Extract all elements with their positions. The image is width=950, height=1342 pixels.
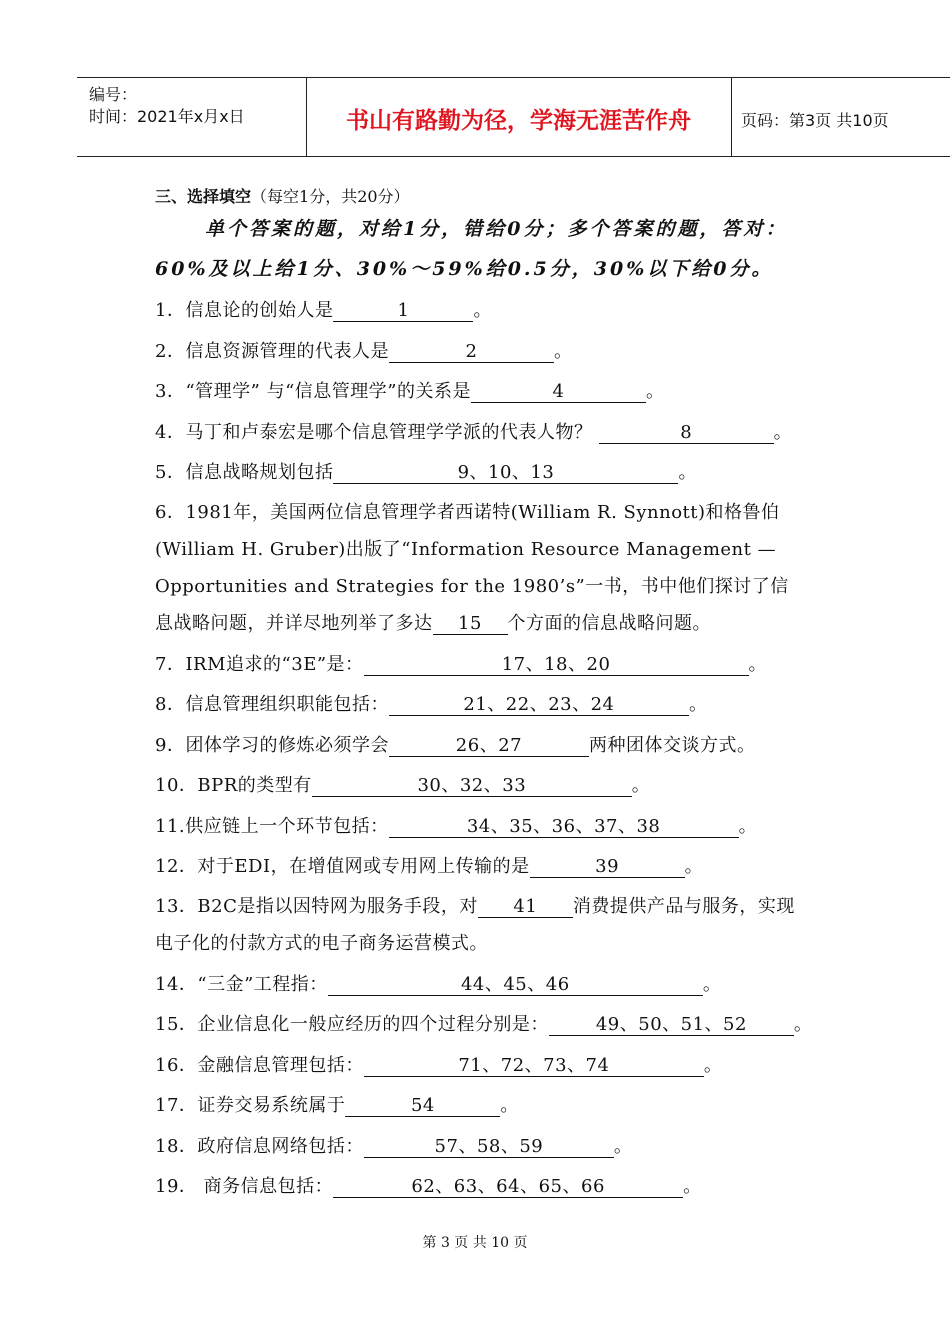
question-line — [155, 731, 755, 757]
answer-blank: 2 — [389, 342, 554, 363]
question-line — [155, 650, 767, 676]
answer-blank: 34、35、36、37、38 — [389, 817, 739, 838]
answer-blank: 57、58、59 — [364, 1137, 614, 1158]
question-line — [155, 1010, 812, 1036]
motto-text: 书山有路勤为径，学海无涯苦作舟 — [346, 108, 691, 134]
question-text-after: 。 — [473, 300, 492, 321]
question-text: (William H. Gruber)出版了“Information Resource Management — — [155, 539, 777, 560]
question-text: 1．信息论的创始人是 — [155, 300, 334, 321]
question-text: 5．信息战略规划包括 — [155, 462, 334, 483]
question-line — [155, 572, 789, 598]
question-line — [155, 1051, 722, 1077]
answer-blank: 26、27 — [389, 736, 589, 757]
question-text: Opportunities and Strategies for the 1980’s”一书，书中他们探讨了信 — [155, 576, 789, 597]
question-text: 13．B2C是指以因特网为服务手段，对 — [155, 896, 478, 917]
answer-blank: 9、10、13 — [333, 463, 678, 484]
question-text: 16．金融信息管理包括： — [155, 1055, 364, 1076]
question-text-after: 。 — [702, 974, 722, 995]
question-line — [155, 852, 703, 878]
header-page-cell — [731, 78, 950, 156]
question-line — [155, 970, 721, 996]
question-text-after: 个方面的信息战略问题。 — [507, 613, 711, 634]
question-text: 6．1981年，美国两位信息管理学者西诺特(William R. Synnott)和格鲁伯 — [155, 502, 780, 523]
page-footer: 第 3 页 共 10 页 — [422, 1235, 528, 1251]
question-text-after: 。 — [678, 462, 697, 483]
answer-blank: 41 — [478, 897, 573, 918]
question-line — [155, 812, 757, 838]
question-text: 14．“三金”工程指： — [155, 974, 328, 995]
question-text-after: 。 — [688, 694, 708, 715]
doc-number-label: 编号： — [89, 85, 138, 104]
answer-blank: 49、50、51、52 — [549, 1015, 794, 1036]
question-text: 11.供应链上一个环节包括： — [155, 816, 389, 837]
question-text-after: 消费提供产品与服务，实现 — [572, 896, 795, 917]
scoring-rule-line-1: 单个答案的题，对给1分，错给0分；多个答案的题，答对： — [205, 218, 788, 240]
question-text-after: 。 — [703, 1055, 723, 1076]
question-text: 18．政府信息网络包括： — [155, 1136, 364, 1157]
question-line — [155, 377, 664, 403]
section-heading — [155, 184, 410, 207]
question-text: 8．信息管理组织职能包括： — [155, 694, 389, 715]
question-text-after: 两种团体交谈方式。 — [588, 735, 756, 756]
question-line — [155, 535, 776, 561]
question-text-after: 。 — [793, 1014, 813, 1035]
question-line — [155, 1172, 702, 1198]
question-text-after: 。 — [683, 1176, 702, 1197]
question-text: 息战略问题，并详尽地列举了多达 — [155, 613, 433, 634]
question-text-after: 。 — [645, 381, 665, 402]
answer-blank: 15 — [433, 614, 508, 635]
question-text: 17．证券交易系统属于 — [155, 1095, 346, 1116]
question-text: 10．BPR的类型有 — [155, 775, 312, 796]
question-text: 电子化的付款方式的电子商务运营模式。 — [155, 933, 488, 954]
question-text-after: 。 — [684, 856, 704, 877]
section-title: 三、选择填空 — [155, 187, 252, 206]
question-line — [155, 609, 711, 635]
question-line — [155, 1091, 519, 1117]
question-line — [155, 296, 492, 322]
answer-blank: 71、72、73、74 — [364, 1056, 704, 1077]
answer-blank: 21、22、23、24 — [389, 695, 689, 716]
question-text-after: 。 — [500, 1095, 519, 1116]
question-line — [155, 337, 572, 363]
question-line — [155, 498, 780, 524]
question-text: 9．团体学习的修炼必须学会 — [155, 735, 389, 756]
question-line — [155, 892, 795, 918]
section-note: （每空1分，共20分） — [251, 187, 410, 206]
answer-blank: 39 — [530, 857, 685, 878]
question-text-after: 。 — [748, 654, 768, 675]
header-motto-cell — [306, 78, 732, 156]
question-line — [155, 771, 650, 797]
question-text: 7．IRM追求的“3E”是： — [155, 654, 364, 675]
question-text-after: 。 — [631, 775, 651, 796]
page-header — [77, 77, 950, 157]
header-info-cell — [77, 78, 307, 156]
question-text: 19． 商务信息包括： — [155, 1176, 334, 1197]
doc-time-label: 时间：2021年x月x日 — [89, 107, 245, 126]
question-line — [155, 458, 697, 484]
answer-blank: 4 — [471, 382, 646, 403]
answer-blank: 30、32、33 — [312, 776, 632, 797]
answer-blank: 8 — [599, 423, 774, 444]
answer-blank: 62、63、64、65、66 — [333, 1177, 683, 1198]
question-text: 3．“管理学” 与“信息管理学”的关系是 — [155, 381, 471, 402]
question-text-after: 。 — [553, 341, 573, 362]
question-text: 12．对于EDI，在增值网或专用网上传输的是 — [155, 856, 530, 877]
question-text: 2．信息资源管理的代表人是 — [155, 341, 389, 362]
question-text-after: 。 — [613, 1136, 633, 1157]
answer-blank: 1 — [333, 301, 473, 322]
question-line — [155, 1132, 632, 1158]
question-line — [155, 418, 792, 444]
question-line — [155, 690, 707, 716]
answer-blank: 17、18、20 — [364, 655, 749, 676]
question-text: 4．马丁和卢泰宏是哪个信息管理学学派的代表人物？ — [155, 422, 599, 443]
scoring-rule-line-2: 60%及以上给1分、30%～59%给0.5分，30%以下给0分。 — [155, 258, 774, 280]
question-text: 15．企业信息化一般应经历的四个过程分别是： — [155, 1014, 549, 1035]
page-indicator: 页码：第3页 共10页 — [741, 111, 889, 130]
answer-blank: 54 — [345, 1096, 500, 1117]
question-text-after: 。 — [773, 422, 793, 443]
answer-blank: 44、45、46 — [328, 975, 703, 996]
question-text-after: 。 — [738, 816, 758, 837]
question-line — [155, 929, 488, 955]
